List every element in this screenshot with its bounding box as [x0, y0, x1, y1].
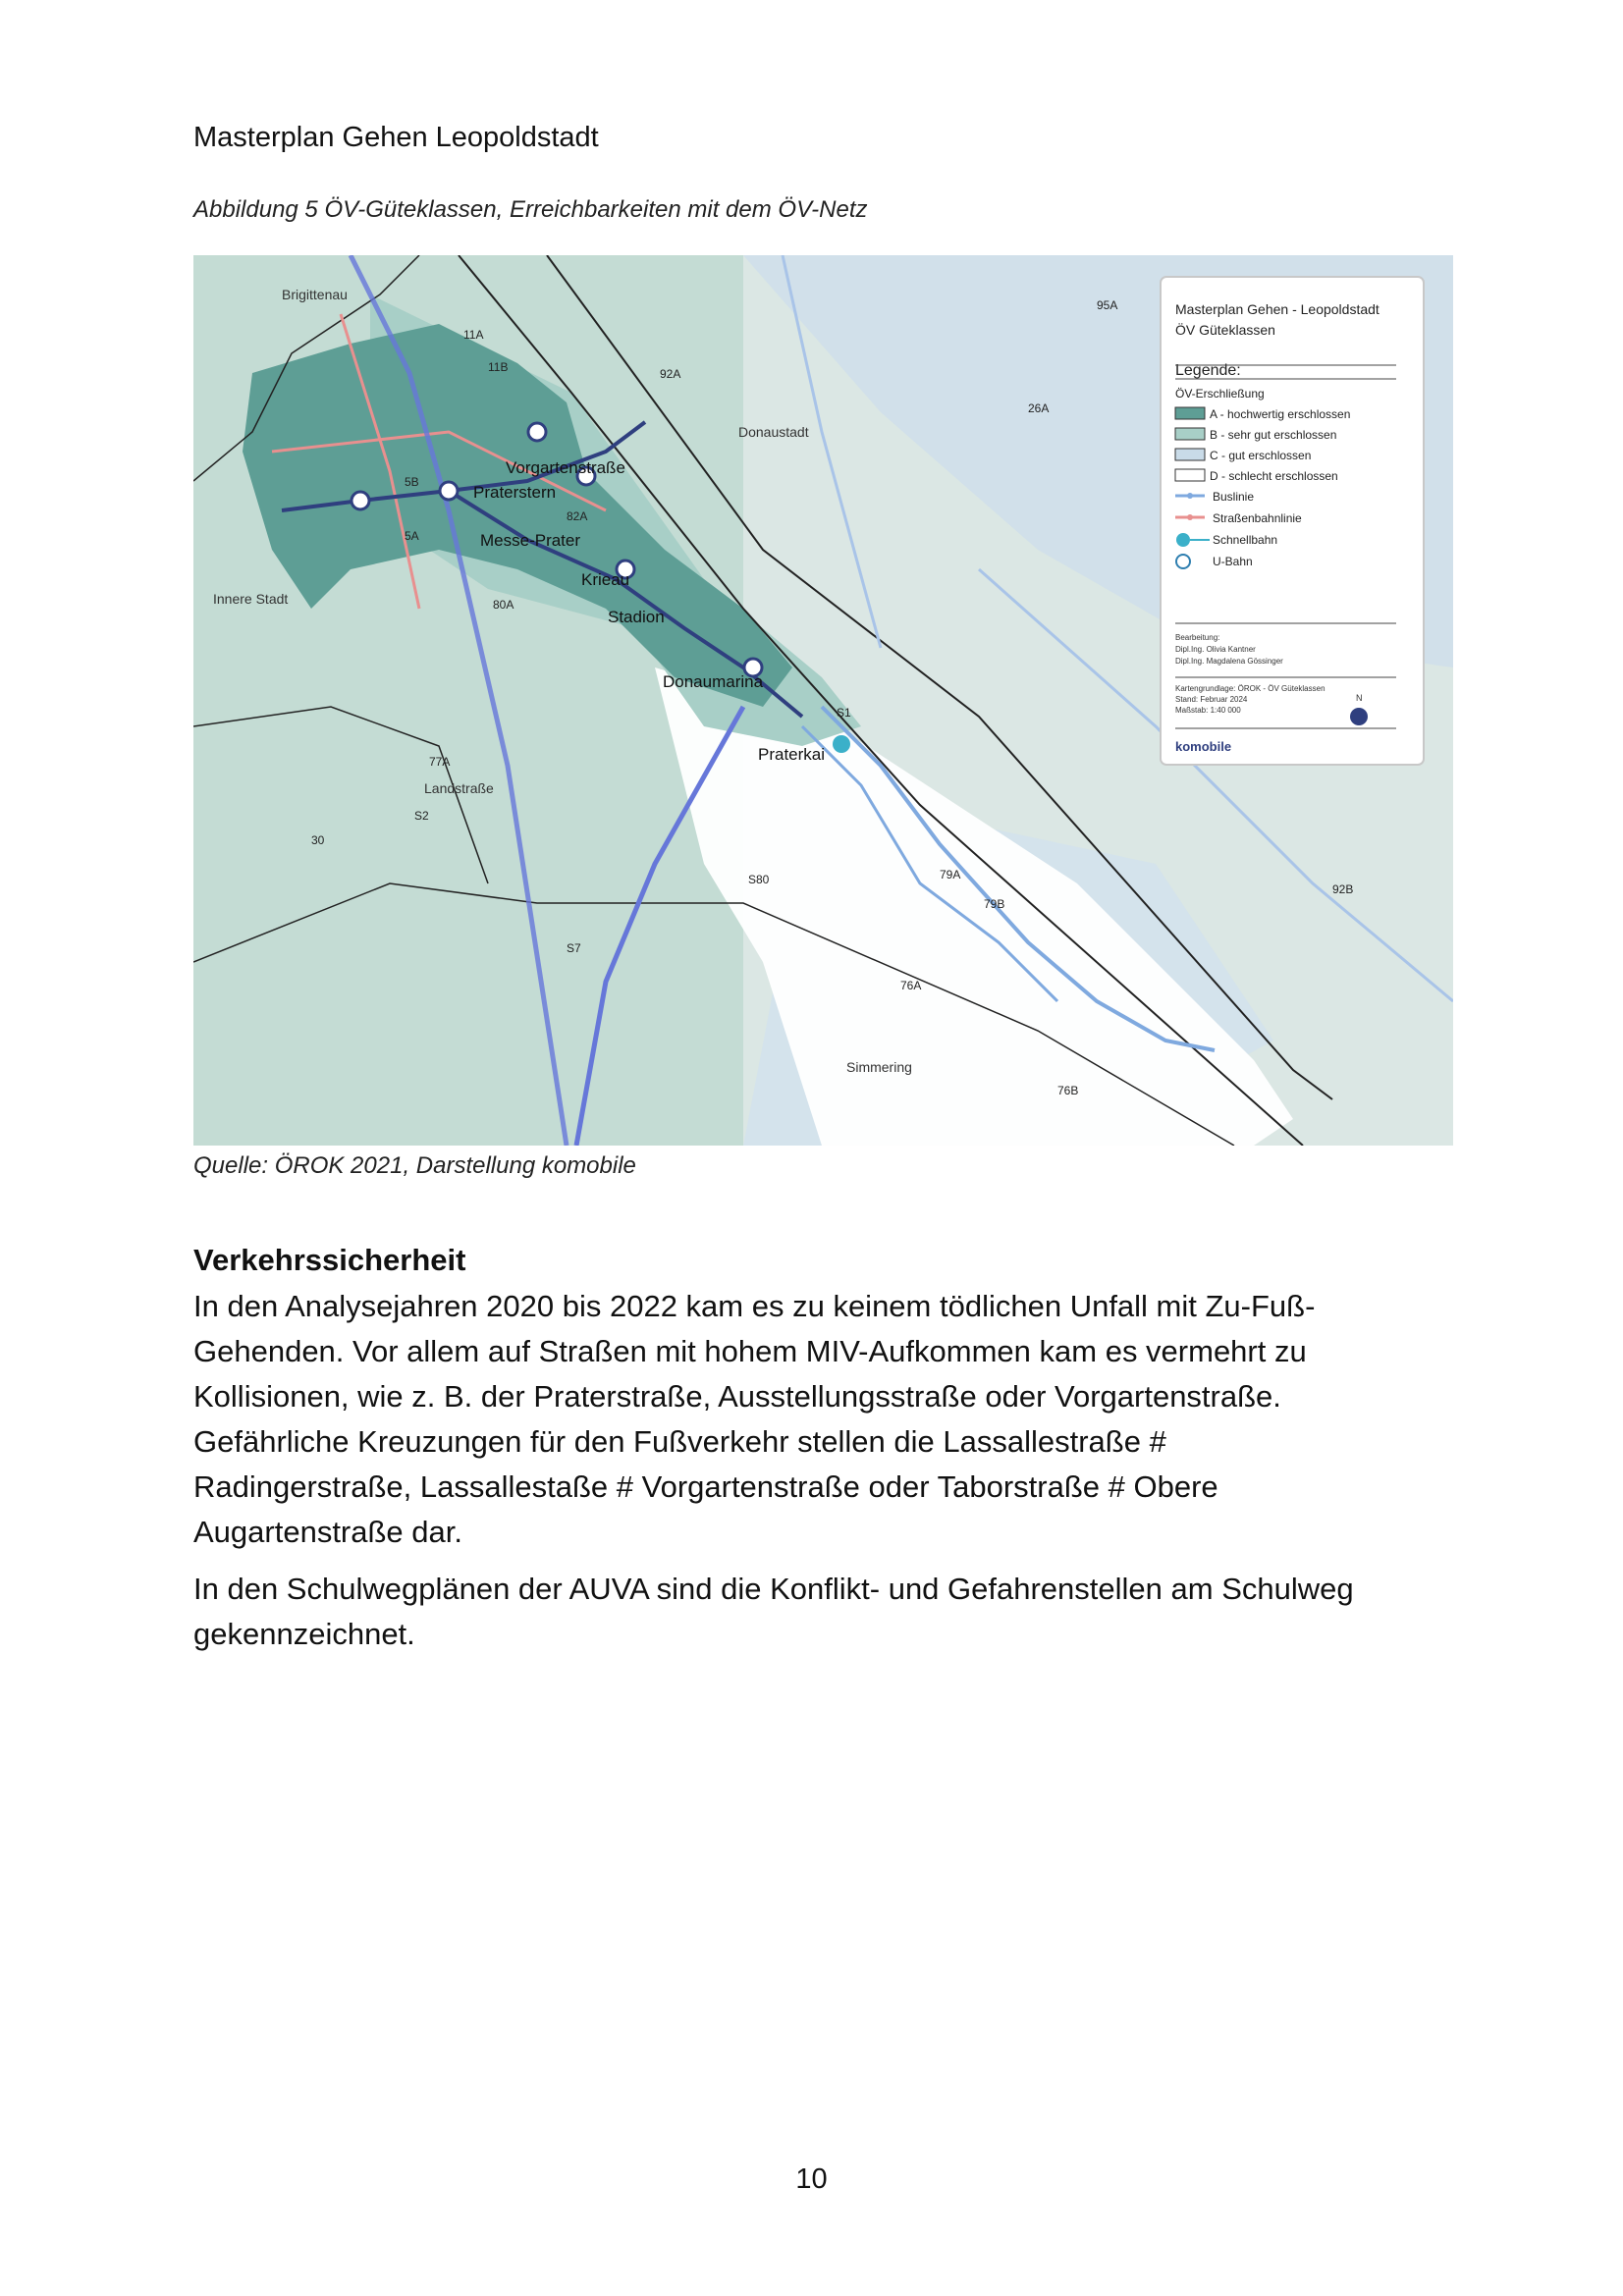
line-label: S2: [414, 809, 429, 823]
line-label: 95A: [1097, 298, 1118, 312]
text-line: In den Schulwegplänen der AUVA sind die Konflikt- und Gefahrenstellen am Schulweg: [193, 1572, 1354, 1606]
legend-swatch-b: [1175, 428, 1205, 440]
line-label: 26A: [1028, 401, 1050, 415]
legend-swatch-d: [1175, 469, 1205, 481]
line-label: 11A: [463, 328, 484, 342]
legend-item: C - gut erschlossen: [1210, 449, 1312, 462]
district-label: Donaustadt: [738, 424, 809, 440]
line-label: 76A: [900, 979, 922, 992]
station-label: Donaumarina: [663, 672, 764, 691]
line-label: 79B: [984, 897, 1005, 911]
text-line: Gefährliche Kreuzungen für den Fußverkehr stellen die Lassallestraße #: [193, 1424, 1166, 1459]
legend-item: D - schlecht erschlossen: [1210, 469, 1338, 483]
legend-item: Schnellbahn: [1213, 533, 1278, 547]
legend-title: Masterplan Gehen - Leopoldstadt: [1175, 301, 1380, 317]
legend-editing-label: Bearbeitung:: [1175, 633, 1220, 642]
line-label: S80: [748, 873, 770, 886]
figure-caption: Abbildung 5 ÖV-Güteklassen, Erreichbarkeiten mit dem ÖV-Netz: [193, 196, 868, 223]
legend-subtitle: ÖV Güteklassen: [1175, 322, 1275, 338]
station-label: Stadion: [608, 608, 665, 626]
text-line: Radingerstraße, Lassallestaße # Vorgartenstraße oder Taborstraße # Obere: [193, 1469, 1218, 1504]
station-label: Praterkai: [758, 745, 826, 764]
line-label: 11B: [488, 360, 509, 374]
legend-item: A - hochwertig erschlossen: [1210, 407, 1351, 421]
station-label: Praterstern: [473, 483, 557, 502]
legend-swatch-c: [1175, 449, 1205, 460]
legend-scale: Maßstab: 1:40 000: [1175, 706, 1241, 715]
legend-basemap: Kartengrundlage: ÖROK - ÖV Güteklassen: [1175, 684, 1325, 693]
line-label: S1: [837, 706, 851, 720]
section-title: Verkehrssicherheit: [193, 1243, 466, 1277]
text-line: gekennzeichnet.: [193, 1617, 415, 1651]
text-line: In den Analysejahren 2020 bis 2022 kam es zu keinem tödlichen Unfall mit Zu-Fuß-: [193, 1289, 1316, 1323]
legend-editor: Dipl.Ing. Magdalena Gössinger: [1175, 657, 1283, 666]
text-line: Kollisionen, wie z. B. der Praterstraße, Ausstellungsstraße oder Vorgartenstraße.: [193, 1379, 1281, 1414]
north-arrow-icon: [1350, 708, 1368, 725]
tram-icon: [1187, 514, 1193, 520]
line-label: 92A: [660, 367, 681, 381]
sbahn-station: [833, 735, 850, 753]
document-header: Masterplan Gehen Leopoldstadt: [193, 122, 599, 153]
paragraph-accidents: [193, 1284, 1470, 1555]
legend-date: Stand: Februar 2024: [1175, 695, 1248, 704]
station-label: Krieau: [581, 570, 630, 589]
legend-heading: Legende:: [1175, 362, 1241, 379]
legend-item: Buslinie: [1213, 490, 1255, 504]
page-number: 10: [795, 2163, 828, 2195]
transit-quality-map: [193, 255, 1453, 1146]
line-label: 80A: [493, 598, 514, 612]
bus-icon: [1187, 493, 1193, 499]
sbahn-icon: [1176, 533, 1190, 547]
line-label: 76B: [1057, 1084, 1079, 1097]
legend-editor: Dipl.Ing. Olivia Kantner: [1175, 645, 1256, 654]
paragraph-school-routes: [193, 1567, 1470, 1657]
legend-swatch-a: [1175, 407, 1205, 419]
legend-item: U-Bahn: [1213, 555, 1253, 568]
text-line: Gehenden. Vor allem auf Straßen mit hohem MIV-Aufkommen kam es vermehrt zu: [193, 1334, 1307, 1368]
line-label: 77A: [429, 755, 451, 769]
station-label: Vorgartenstraße: [506, 458, 625, 477]
ubahn-icon: [1176, 555, 1190, 568]
map-legend: [1161, 277, 1424, 765]
line-label: S7: [567, 941, 581, 955]
text-line: Augartenstraße dar.: [193, 1515, 462, 1549]
district-label: Brigittenau: [282, 287, 348, 302]
north-label: N: [1356, 693, 1363, 703]
line-label: 30: [311, 833, 325, 847]
line-label: 82A: [567, 509, 588, 523]
line-label: 92B: [1332, 882, 1354, 896]
figure-source: Quelle: ÖROK 2021, Darstellung komobile: [193, 1152, 636, 1179]
district-label: Innere Stadt: [213, 591, 289, 607]
line-label: 5A: [405, 529, 419, 543]
legend-item: Straßenbahnlinie: [1213, 511, 1302, 525]
legend-group-title: ÖV-Erschließung: [1175, 387, 1265, 400]
line-label: 5B: [405, 475, 419, 489]
district-label: Landstraße: [424, 780, 494, 796]
brand-logo: komobile: [1175, 739, 1232, 754]
legend-item: B - sehr gut erschlossen: [1210, 428, 1337, 442]
station-label: Messe-Prater: [480, 531, 581, 550]
line-label: 79A: [940, 868, 961, 881]
district-label: Simmering: [846, 1059, 912, 1075]
